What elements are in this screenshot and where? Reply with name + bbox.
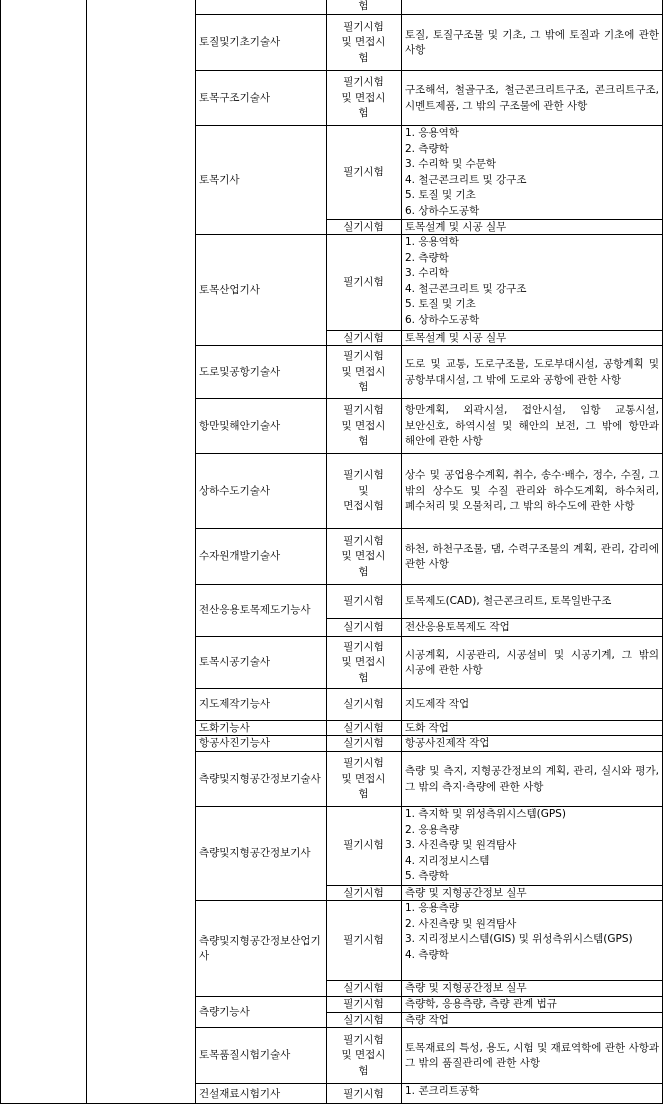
table-row [195,584,663,637]
exam-method-cell [326,399,401,454]
exam-method-cell [326,752,401,807]
exam-method-label: 필기시험 및 면접시험 [343,469,384,513]
table-row [195,453,663,529]
qualification-name-text: 도화기능사 [199,721,250,734]
exam-subject-column [401,346,663,399]
subject-text: 구조해석, 철골구조, 철근콘크리트구조, 콘크리트구조, 시멘트제품, 그 밖의 구조물에 관한 사항 [405,84,659,112]
exam-subject-cell [401,1012,663,1028]
exam-subject-cell [401,126,663,219]
exam-subject-column [401,807,663,901]
exam-method-cell [326,585,401,618]
exam-method-label: 필기시험 [343,1087,384,1100]
qualification-name-text: 토질및기초기술사 [199,36,281,49]
qualification-name-text: 수자원개발기술사 [199,550,281,563]
table-row [195,234,663,346]
exam-method-column [326,399,401,454]
exam-method-cell [326,736,401,752]
qualification-name [195,901,326,997]
qualification-name [195,235,326,346]
qualification-name-text: 측량기능사 [199,1005,250,1018]
exam-method-label: 필기시험 및 면접시 험 [341,640,386,684]
exam-subject-column [401,585,663,637]
exam-subject-cell [401,585,663,618]
exam-subject-column [401,235,663,346]
column-divider [86,0,87,1104]
exam-method-column [326,1028,401,1084]
qualification-name [195,997,326,1028]
subject-text: 항공사진제작 작업 [405,737,490,750]
subject-list-item: 1. 응용역학 [405,127,459,139]
exam-method-cell [326,807,401,885]
exam-method-cell [326,235,401,330]
qualification-name [195,15,326,71]
exam-method-column [326,346,401,399]
subject-list-item: 4. 철근콘크리트 및 강구조 [405,282,527,295]
subject-list-item: 3. 지리정보시스템(GIS) 및 위성측위시스템(GPS) [405,933,633,945]
exam-method-label: 실기시험 [343,1013,384,1026]
exam-method-label: 필기시험 및 면접시 험 [341,534,386,578]
subject-text: 토질, 토질구조물 및 기초, 그 밖에 토질과 기초에 관한 사항 [405,28,659,56]
exam-subject-cell [401,15,663,71]
subject-text: 시공계획, 시공관리, 시공설비 및 시공기계, 그 밖의 시공에 관한 사항 [405,648,659,676]
exam-subject-cell [401,1084,663,1105]
exam-method-label: 필기시험 및 면접시 험 [341,350,386,394]
exam-method-label: 실기시험 [343,698,384,711]
exam-method-cell [326,1012,401,1028]
exam-method-label: 필기시험 [343,275,384,288]
table-row [195,70,663,126]
exam-method-label: 필기시험 및 면접시 험 [341,1033,386,1077]
table-row [195,14,663,71]
table-row [195,806,663,901]
exam-method-label: 실기시험 [343,737,384,750]
subject-text: 측량 및 지형공간정보 실무 [405,886,527,899]
exam-method-cell [326,529,401,585]
subject-list-item: 3. 사진측량 및 원격탐사 [405,839,517,851]
exam-subject-column [401,399,663,454]
subject-list-item: 2. 측량학 [405,142,449,155]
qualification-name [195,399,326,454]
table-row [195,735,663,752]
exam-subject-cell [401,885,663,901]
table-row [195,528,663,585]
exam-method-column [326,126,401,235]
subject-list-item: 2. 측량학 [405,251,449,264]
exam-method-cell [326,126,401,219]
exam-subject-column [401,736,663,752]
exam-method-cell [326,618,401,637]
exam-subject-cell [401,618,663,637]
qualification-name [195,1084,326,1105]
table-row [195,688,663,721]
exam-subject-column [401,901,663,997]
qualification-name-text: 지도제작기능사 [199,698,271,711]
qualification-name [195,721,326,736]
qualification-name-text: 토목구조기술사 [199,91,271,104]
exam-subject-cell [401,807,663,885]
subject-text: 토목재료의 특성, 용도, 시험 및 재료역학에 관한 사항과 그 밖의 품질관리에 관한 사항 [405,1041,659,1069]
subject-text: 측량 및 지형공간정보 실무 [405,982,527,995]
exam-method-column [326,637,401,689]
subject-text: 토목설계 및 시공 실무 [405,220,507,233]
exam-subject-column [401,721,663,736]
exam-method-column [326,901,401,997]
exam-subject-cell [401,736,663,752]
exam-method-column [326,235,401,346]
exam-method-label: 필기시험 및 면접시 험 [341,757,386,801]
qualification-name-text: 토목품질시험기술사 [199,1049,291,1062]
qualification-name [195,637,326,689]
qualification-name-text: 건설재료시험기사 [199,1087,281,1100]
exam-method-label: 필기시험 [343,997,384,1010]
subject-text: 전산응용토목제도 작업 [405,621,510,634]
exam-subject-cell [401,980,663,997]
table-row [195,751,663,807]
exam-method-cell [326,885,401,901]
exam-method-label: 실기시험 [343,721,384,734]
qualification-name-text: 토목기사 [199,173,240,186]
exam-subject-column [401,454,663,529]
subject-list-item: 6. 상하수도공학 [405,204,480,217]
subject-text: 상수 및 공업용수계획, 취수, 송수·배수, 정수, 수질, 그 밖의 상수도 및 수질 관리와 하수도계획, 하수처리, 폐수처리 및 오물처리, 그 밖의 하수도에 관한 사항 [405,469,659,513]
qualification-name-text: 토목시공기술사 [199,656,271,669]
exam-subject-cell [401,346,663,399]
subject-text: 지도제작 작업 [405,698,470,711]
exam-subject-cell [401,235,663,330]
exam-method-label: 실기시험 [343,982,384,995]
exam-subject-cell [401,901,663,980]
exam-subject-column [401,126,663,235]
exam-subject-cell [401,330,663,346]
qualification-name-text: 측량및지형공간정보기술사 [199,772,321,785]
qualification-name-text: 측량및지형공간정보산업기사 [199,934,321,962]
subject-list-item: 2. 사진측량 및 원격탐사 [405,917,517,930]
subject-text: 측량학, 응용측량, 측량 관계 법규 [405,997,557,1010]
table-row [195,398,663,454]
exam-subject-column [401,689,663,721]
qualification-name-text: 전산응용토목제도기능사 [199,604,311,617]
qualification-name [195,689,326,721]
exam-subject-column [401,71,663,126]
exam-subject-cell [401,219,663,235]
table-row [195,900,663,997]
qualification-name [195,71,326,126]
exam-method-cell [326,721,401,736]
subject-list-item: 1. 응용역학 [405,236,459,248]
exam-method-column [326,752,401,807]
qualification-name-text: 도로및공항기술사 [199,365,281,378]
exam-method-column [326,689,401,721]
subject-text: 도로 및 교통, 도로구조물, 도로부대시설, 공항계획 및 공항부대시설, 그 밖에 도로와 공항에 관한 사항 [405,358,659,386]
subject-list-item: 1. 응용측량 [405,902,459,914]
subject-list-item: 4. 지리정보시스템 [405,854,490,867]
exam-method-cell [326,1028,401,1084]
subject-text: 토목설계 및 시공 실무 [405,331,507,344]
exam-subject-cell [401,399,663,454]
exam-method-cell [326,1084,401,1105]
table-row [195,720,663,736]
exam-method-column [326,1084,401,1105]
exam-method-label: 필기시험 [343,839,384,852]
qualification-name-text: 측량및지형공간정보기사 [199,847,311,860]
exam-method-label: 실기시험 [343,621,384,634]
subject-list-item: 6. 상하수도공학 [405,313,480,326]
table-row [195,345,663,399]
exam-subject-column [401,997,663,1028]
exam-method-column [326,721,401,736]
exam-subject-column [401,529,663,585]
exam-subject-column [401,1028,663,1084]
subject-list-item: 3. 수리학 및 수문학 [405,158,497,170]
qualification-name [195,736,326,752]
exam-subject-column [401,752,663,807]
exam-method-cell [326,980,401,997]
qualification-name [195,752,326,807]
table-row [195,125,663,235]
exam-method-label: 필기시험 및 면접시 험 [341,20,386,64]
exam-method-column [326,736,401,752]
exam-subject-cell [401,997,663,1012]
qualification-name [195,126,326,235]
qualification-name-text: 상하수도기술사 [199,484,271,497]
subject-list-item: 3. 수리학 [405,267,449,279]
table-row [195,636,663,689]
subject-list-item: 5. 토질 및 기초 [405,189,476,201]
exam-subject-cell [401,752,663,807]
exam-subject-cell [401,721,663,736]
exam-method-label: 필기시험 [343,165,384,178]
qualification-name-text: 항공사진기능사 [199,737,271,750]
exam-method-column [326,585,401,637]
exam-method-cell [326,689,401,721]
exam-subject-cell [401,1028,663,1084]
subject-text: 토목제도(CAD), 철근콘크리트, 토목일반구조 [405,594,612,607]
exam-method-cell [326,637,401,689]
subject-text: 도화 작업 [405,721,449,734]
subject-list-item: 2. 응용측량 [405,823,459,836]
exam-method-column [326,529,401,585]
subject-text: 항만계획, 외곽시설, 접안시설, 임항 교통시설, 보안신호, 하역시설 및 해안의 보전, 그 밖에 항만과 해안에 관한 사항 [405,404,659,448]
qualification-name-text: 항만및해안기술사 [199,419,281,432]
subject-list-item: 1. 측지학 및 위성측위시스템(GPS) [405,808,566,820]
exam-method-cell [326,330,401,346]
top-fragment-cell [326,0,401,14]
exam-method-column [326,71,401,126]
exam-method-cell [326,346,401,399]
qualification-name [195,585,326,637]
qualification-name [195,346,326,399]
exam-subject-cell [401,71,663,126]
exam-method-label: 필기시험 [343,933,384,946]
exam-method-label: 필기시험 [343,594,384,607]
exam-method-cell [326,454,401,529]
exam-subject-column [401,637,663,689]
table-row [195,1083,663,1105]
exam-method-label: 필기시험 및 면접시 험 [341,404,386,448]
exam-method-cell [326,997,401,1012]
qualification-name [195,454,326,529]
exam-subject-cell [401,689,663,721]
exam-subject-cell [401,637,663,689]
exam-method-cell [326,219,401,235]
exam-subject-column [401,15,663,71]
table-row [195,996,663,1028]
exam-method-label: 실기시험 [343,331,384,344]
subject-list-item: 5. 토질 및 기초 [405,298,476,310]
table-row [195,1027,663,1084]
subject-text: 측량 및 측지, 지형공간정보의 계획, 관리, 실시와 평가, 그 밖의 측지·측량에 관한 사항 [405,765,659,793]
qualification-name-text: 토목산업기사 [199,283,260,296]
exam-method-cell [326,15,401,71]
exam-subject-cell [401,529,663,585]
exam-method-label: 실기시험 [343,220,384,233]
top-fragment-text: 험 [358,0,369,13]
exam-method-column [326,15,401,71]
exam-method-label: 실기시험 [343,886,384,899]
subject-list-item: 5. 측량학 [405,870,449,882]
exam-method-column [326,454,401,529]
exam-method-column [326,807,401,901]
subject-text: 하천, 하천구조물, 댐, 수력구조물의 계획, 관리, 감리에 관한 사항 [405,542,659,570]
exam-method-cell [326,71,401,126]
subject-list-item: 4. 측량학 [405,948,449,961]
exam-subject-cell [401,454,663,529]
qualification-name [195,1028,326,1084]
exam-method-cell [326,901,401,980]
subject-list-item: 4. 철근콘크리트 및 강구조 [405,173,527,186]
subject-list-item: 1. 콘크리트공학 [405,1085,480,1097]
subject-text: 측량 작업 [405,1013,449,1026]
exam-method-column [326,997,401,1028]
qualification-name [195,529,326,585]
exam-subject-column [401,1084,663,1105]
table-border-left [0,0,1,1104]
qualification-name [195,807,326,901]
exam-method-label: 필기시험 및 면접시 험 [341,76,386,120]
